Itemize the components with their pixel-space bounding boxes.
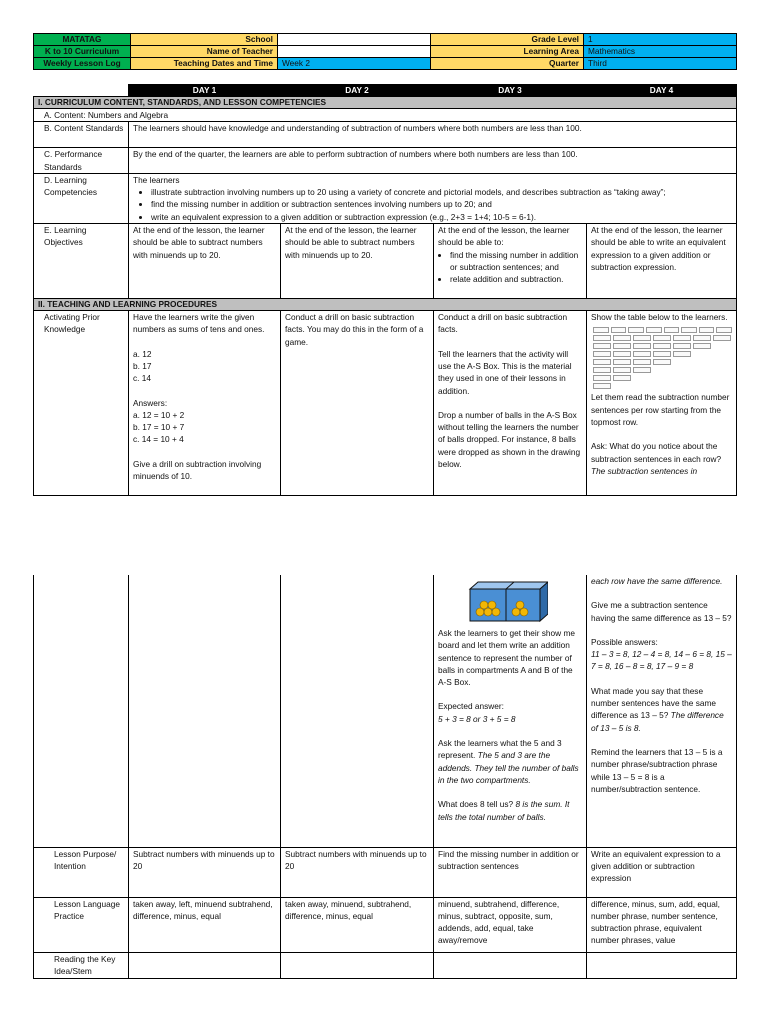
text-line: Tell the learners that the activity will use the A-S Box. This is the material they used in one of their lessons in addition.	[438, 348, 572, 396]
row-label: C. Performance Standards	[34, 148, 129, 174]
text-line: Expected answer:	[438, 701, 504, 712]
italic-text: 5 + 3 = 8 or 3 + 5 = 8	[438, 713, 516, 724]
purpose-day1: Subtract numbers with minuends up to 20	[129, 847, 281, 897]
empty-cell	[434, 952, 587, 978]
purpose-day4: Write an equivalent expression to a given addition or subtraction expression	[587, 847, 737, 897]
text-line	[591, 685, 732, 734]
continuation-day4	[587, 575, 737, 847]
text-line: Give a drill on subtraction involving minuends of 10.	[133, 458, 262, 482]
text-line: Let them read the subtraction number sentences per row starting from the topmost row.	[591, 392, 730, 427]
lesson-log-table	[33, 84, 737, 496]
objective-day1: At the end of the lesson, the learner should be able to subtract numbers with minuends up to 20.	[129, 224, 281, 299]
row-label: B. Content Standards	[34, 122, 129, 148]
competency-item: • illustrate subtraction involving numbers up to 20 using a variety of concrete and pictorial models, and describes subtraction as “taking away”;	[151, 186, 732, 198]
content-standards: The learners should have knowledge and understanding of subtraction of numbers where both numbers are less than 100.	[129, 122, 737, 148]
learning-area-value: Mathematics	[584, 46, 737, 58]
text-line	[438, 798, 582, 823]
row-label: E. Learning Objectives	[34, 224, 129, 299]
activating-day2: Conduct a drill on basic subtraction facts. You may do this in the form of a game.	[281, 311, 434, 496]
text-line: b. 17 = 10 + 7	[133, 422, 185, 433]
activating-day3	[434, 311, 587, 496]
day-header: DAY 3	[434, 85, 587, 97]
as-box-image	[468, 579, 548, 623]
empty-cell	[129, 952, 281, 978]
language-day1: taken away, left, minuend subtrahend, difference, minus, equal	[129, 897, 281, 952]
objective-day4: At the end of the lesson, the learner should be able to write an equivalent expression to a given addition or subtraction expression.	[587, 224, 737, 299]
row-label: Lesson Purpose/ Intention	[34, 847, 129, 897]
text-line: a. 12	[133, 348, 152, 359]
text-line: Possible answers:	[591, 636, 658, 647]
language-day2: taken away, minuend, subtrahend, difference, minus, equal	[281, 897, 434, 952]
day-header: DAY 4	[587, 85, 737, 97]
section-title: II. TEACHING AND LEARNING PROCEDURES	[34, 299, 737, 311]
header-cell: Weekly Lesson Log	[34, 58, 131, 70]
empty-cell	[587, 952, 737, 978]
empty-cell	[34, 575, 129, 847]
objective-day3-intro: At the end of the lesson, the learner should be able to:	[438, 225, 570, 248]
objective-day3	[434, 224, 587, 299]
text-line	[591, 440, 732, 477]
performance-standards: By the end of the quarter, the learners are able to perform subtraction of numbers where both numbers are less than 100.	[129, 148, 737, 174]
row-label: Activating Prior Knowledge	[34, 311, 129, 496]
italic-text: The difference of 13 – 5 is 8.	[591, 710, 724, 733]
text-line: Ask the learners what the 5 and 3 represent.	[438, 738, 562, 761]
header-cell: K to 10 Curriculum	[34, 46, 131, 58]
header-label: Name of Teacher	[131, 46, 278, 58]
activating-day1	[129, 311, 281, 496]
italic-text: 8 is the sum. It tells the total number of balls.	[438, 799, 570, 822]
italic-text: 11 – 3 = 8, 12 – 4 = 8, 14 – 6 = 8, 15 – 7 = 8, 16 – 8 = 8, 17 – 9 = 8	[591, 649, 732, 672]
language-day4: difference, minus, sum, add, equal, number phrase, number sentence, subtraction phrase, equivalent number phrases, value	[587, 897, 737, 952]
purpose-day2: Subtract numbers with minuends up to 20	[281, 847, 434, 897]
header-table	[33, 33, 737, 70]
text-line: Ask: What do you notice about the subtraction sentences in each row?	[591, 441, 722, 464]
row-label: D. Learning Competencies	[34, 173, 129, 223]
italic-text: The 5 and 3 are the addends. They tell the number of balls in the two compartments.	[438, 750, 579, 785]
text-line: Conduct a drill on basic subtraction facts.	[438, 312, 568, 335]
content-row: A. Content: Numbers and Algebra	[34, 109, 737, 122]
text-line: b. 17	[133, 360, 152, 371]
text-line: Ask the learners to get their show me board and let them write an addition sentence to represent the number of balls in compartments A and B of the A-S Box.	[438, 628, 575, 688]
grade-value: 1	[584, 34, 737, 46]
empty-cell	[129, 575, 281, 847]
text-line: Remind the learners that 13 – 5 is a number phrase/subtraction phrase while 13 – 5 = 8 is a number/subtraction sentence.	[591, 746, 723, 794]
header-label: Quarter	[431, 58, 584, 70]
header-label: Grade Level	[431, 34, 584, 46]
empty-cell	[281, 952, 434, 978]
dates-value: Week 2	[278, 58, 431, 70]
day-header: DAY 1	[129, 85, 281, 97]
italic-text: The subtraction sentences in	[591, 465, 698, 476]
purpose-day3: Find the missing number in addition or subtraction sentences	[434, 847, 587, 897]
objective-item: • relate addition and subtraction.	[450, 273, 582, 285]
row-label: Reading the Key Idea/Stem	[34, 952, 129, 978]
header-label: Learning Area	[431, 46, 584, 58]
text-line: Answers:	[133, 397, 168, 408]
section-title: I. CURRICULUM CONTENT, STANDARDS, AND LESSON COMPETENCIES	[34, 97, 737, 109]
text-line: c. 14 = 10 + 4	[133, 434, 184, 445]
text-line: Have the learners write the given numbers as sums of tens and ones.	[133, 312, 265, 335]
header-cell: MATATAG	[34, 34, 131, 46]
header-label: School	[131, 34, 278, 46]
subtraction-table-image	[593, 327, 732, 389]
activating-day4	[587, 311, 737, 496]
objective-item: • find the missing number in addition or subtraction sentences; and	[450, 249, 582, 274]
empty-cell	[281, 575, 434, 847]
competencies-intro: The learners	[133, 174, 180, 185]
text-line: What made you say that these number sentences have the same difference as 13 – 5?	[591, 685, 716, 721]
text-line: a. 12 = 10 + 2	[133, 409, 185, 420]
text-line: c. 14	[133, 373, 151, 384]
teacher-value	[278, 46, 431, 58]
school-value	[278, 34, 431, 46]
row-label: Lesson Language Practice	[34, 897, 129, 952]
text-line	[438, 737, 582, 786]
day-header: DAY 2	[281, 85, 434, 97]
text-line: What does 8 tell us?	[438, 799, 514, 810]
text-line: Show the table below to the learners.	[591, 312, 728, 323]
objective-day2: At the end of the lesson, the learner should be able to subtract numbers with minuends up to 20.	[281, 224, 434, 299]
competency-item: • find the missing number in addition or subtraction sentences involving numbers up to 20; and	[151, 198, 732, 210]
competency-item: • write an equivalent expression to a given addition or subtraction expression (e.g., 2+3 = 1+4; 10-5 = 6-1).	[151, 211, 732, 223]
lesson-log-table-continued	[33, 575, 737, 979]
text-line: Drop a number of balls in the A-S Box without telling the learners the number of balls dropped. For instance, 8 balls were dropped as shown in the drawing below.	[438, 409, 581, 470]
corner-cell	[34, 85, 129, 97]
text-line: Give me a subtraction sentence having the same difference as 13 – 5?	[591, 600, 732, 623]
quarter-value: Third	[584, 58, 737, 70]
language-day3: minuend, subtrahend, difference, minus, subtract, opposite, sum, addends, add, equal, take away/remove	[434, 897, 587, 952]
competencies-cell	[129, 173, 737, 223]
italic-text: each row have the same difference.	[591, 576, 723, 586]
header-label: Teaching Dates and Time	[131, 58, 278, 70]
continuation-day3	[434, 575, 587, 847]
